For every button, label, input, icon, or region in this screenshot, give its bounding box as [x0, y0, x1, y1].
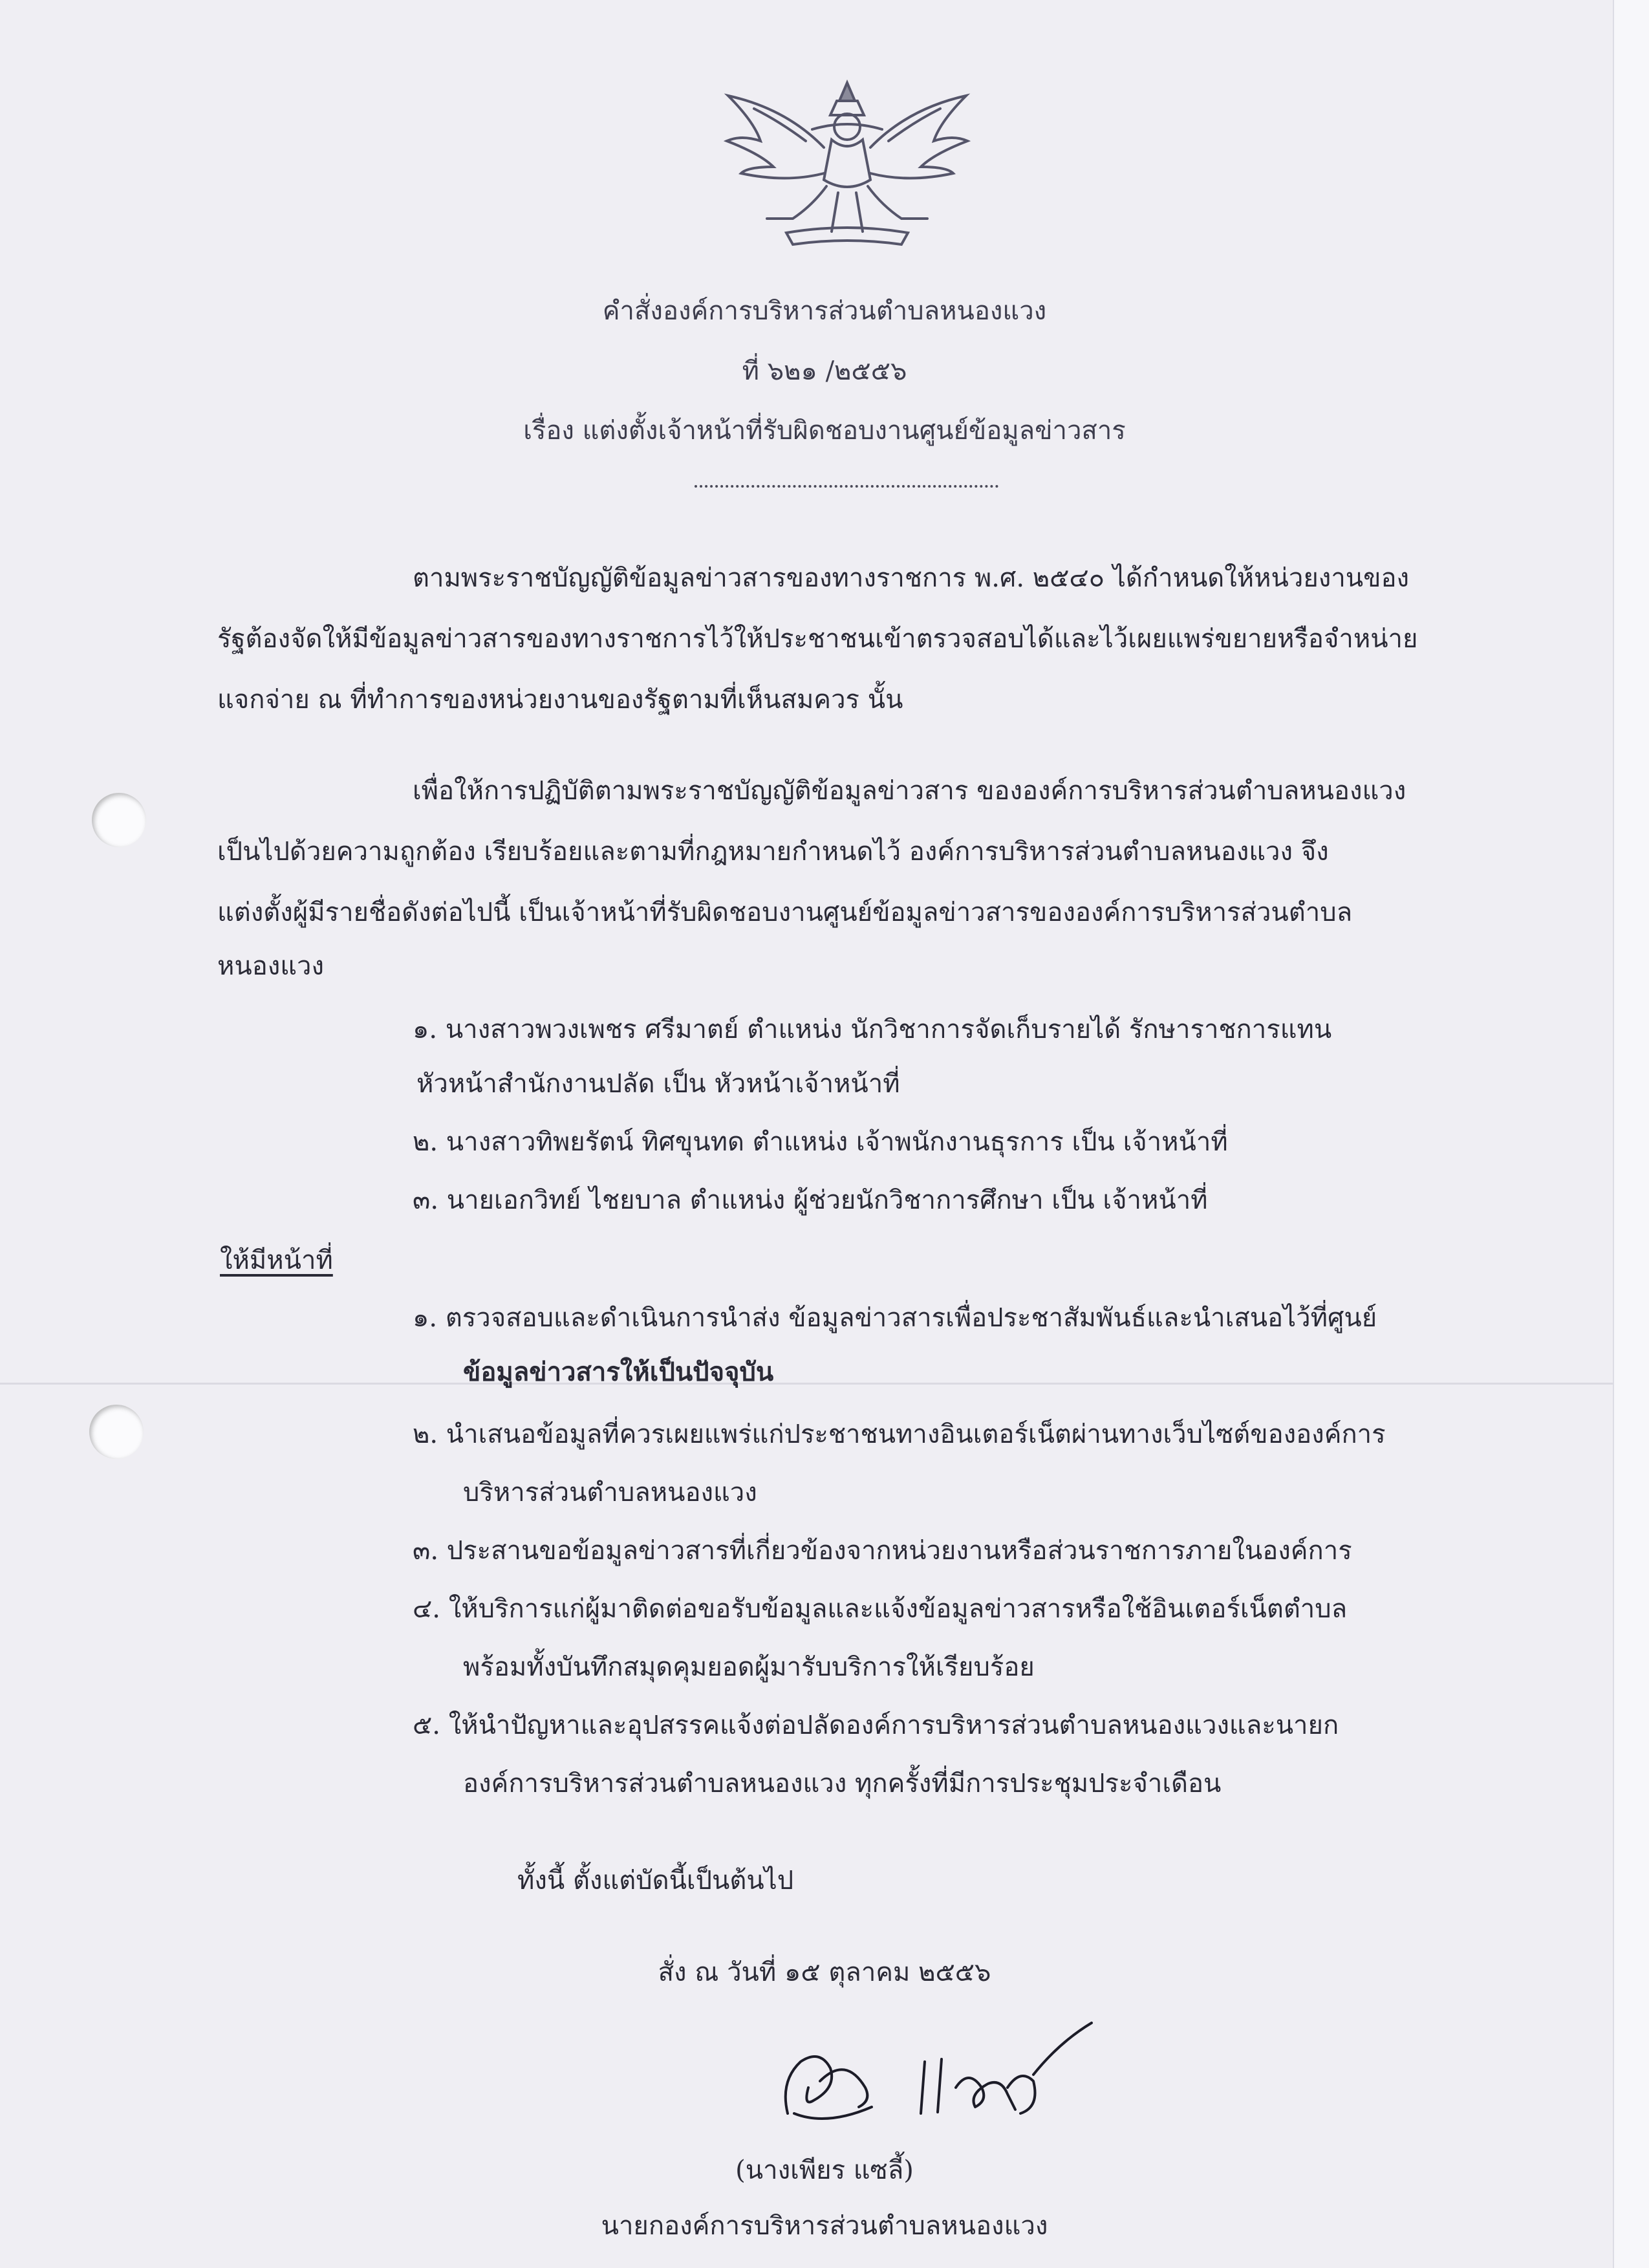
duty-item-continuation: บริหารส่วนตำบลหนองแวง: [463, 1478, 757, 1507]
duty-item-continuation: องค์การบริหารส่วนตำบลหนองแวง ทุกครั้งที่มีการประชุมประจำเดือน: [463, 1769, 1222, 1798]
garuda-emblem-icon: [715, 70, 979, 259]
duty-item: ๔. ให้บริการแก่ผู้มาติดต่อขอรับข้อมูลและแจ้งข้อมูลข่าวสารหรือใช้อินเตอร์เน็ตตำบล: [413, 1594, 1348, 1624]
duties-heading: ให้มีหน้าที่: [220, 1246, 333, 1275]
signatory-position: นายกองค์การบริหารส่วนตำบลหนองแวง: [601, 2211, 1048, 2241]
title-separator: [695, 485, 998, 488]
order-date: สั่ง ณ วันที่ ๑๕ ตุลาคม ๒๕๕๖: [658, 1958, 991, 1987]
order-issuer: คำสั่งองค์การบริหารส่วนตำบลหนองแวง: [602, 296, 1047, 326]
effective-statement: ทั้งนี้ ตั้งแต่บัดนี้เป็นต้นไป: [517, 1866, 794, 1895]
punch-hole-icon: [92, 793, 146, 847]
duty-item: ๓. ประสานขอข้อมูลข่าวสารที่เกี่ยวข้องจากหน่วยงานหรือส่วนราชการภายในองค์การ: [413, 1536, 1352, 1566]
para2-line: เพื่อให้การปฏิบัติตามพระราชบัญญัติข้อมูลข่าวสาร ขององค์การบริหารส่วนตำบลหนองแวง: [413, 776, 1406, 806]
duty-item-continuation: พร้อมทั้งบันทึกสมุดคุมยอดผู้มารับบริการให้เรียบร้อย: [463, 1652, 1035, 1682]
signatory-name: (นางเพียร แซลี้): [735, 2155, 914, 2185]
fold-line: [0, 1383, 1613, 1385]
order-subject: เรื่อง แต่งตั้งเจ้าหน้าที่รับผิดชอบงานศูนย์ข้อมูลข่าวสาร: [523, 416, 1126, 446]
appointee-item: ๑. นางสาวพวงเพชร ศรีมาตย์ ตำแหน่ง นักวิชาการจัดเก็บรายได้ รักษาราชการแทน: [413, 1015, 1332, 1044]
handwritten-signature-icon: [775, 2016, 1095, 2137]
para1-line: ตามพระราชบัญญัติข้อมูลข่าวสารของทางราชการ พ.ศ. ๒๕๔๐ ได้กำหนดให้หน่วยงานของ: [413, 563, 1410, 593]
duty-item: ๕. ให้นำปัญหาและอุปสรรคแจ้งต่อปลัดองค์การบริหารส่วนตำบลหนองแวงและนายก: [413, 1711, 1339, 1740]
duty-item: ๒. นำเสนอข้อมูลที่ควรเผยแพร่แก่ประชาชนทางอินเตอร์เน็ตผ่านทางเว็บไซต์ขององค์การ: [413, 1420, 1386, 1449]
page-edge: [1613, 0, 1649, 2268]
duty-item: ๑. ตรวจสอบและดำเนินการนำส่ง ข้อมูลข่าวสารเพื่อประชาสัมพันธ์และนำเสนอไว้ที่ศูนย์: [413, 1303, 1377, 1333]
punch-hole-icon: [89, 1405, 144, 1459]
order-number: ที่ ๖๒๑ /๒๕๕๖: [742, 356, 907, 386]
para1-line: รัฐต้องจัดให้มีข้อมูลข่าวสารของทางราชการไว้ให้ประชาชนเข้าตรวจสอบได้และไว้เผยแพร่ขยายหรือจำหน่าย: [217, 624, 1418, 654]
appointee-item: ๓. นายเอกวิทย์ ไชยบาล ตำแหน่ง ผู้ช่วยนักวิชาการศึกษา เป็น เจ้าหน้าที่: [413, 1185, 1208, 1215]
duty-item-continuation: ข้อมูลข่าวสารให้เป็นปัจจุบัน: [463, 1357, 774, 1387]
appointee-item-continuation: หัวหน้าสำนักงานปลัด เป็น หัวหน้าเจ้าหน้าที่: [416, 1069, 900, 1099]
para2-line: เป็นไปด้วยความถูกต้อง เรียบร้อยและตามที่กฎหมายกำหนดไว้ องค์การบริหารส่วนตำบลหนองแวง จึง: [217, 837, 1329, 867]
para2-line: แต่งตั้งผู้มีรายชื่อดังต่อไปนี้ เป็นเจ้าหน้าที่รับผิดชอบงานศูนย์ข้อมูลข่าวสารขององค์การบริหารส่วนตำบล: [217, 898, 1353, 927]
appointee-item: ๒. นางสาวทิพยรัตน์ ทิศขุนทด ตำแหน่ง เจ้าพนักงานธุรการ เป็น เจ้าหน้าที่: [413, 1127, 1228, 1157]
para1-line: แจกจ่าย ณ ที่ทำการของหน่วยงานของรัฐตามที่เห็นสมควร นั้น: [217, 685, 903, 715]
para2-line: หนองแวง: [217, 951, 325, 981]
